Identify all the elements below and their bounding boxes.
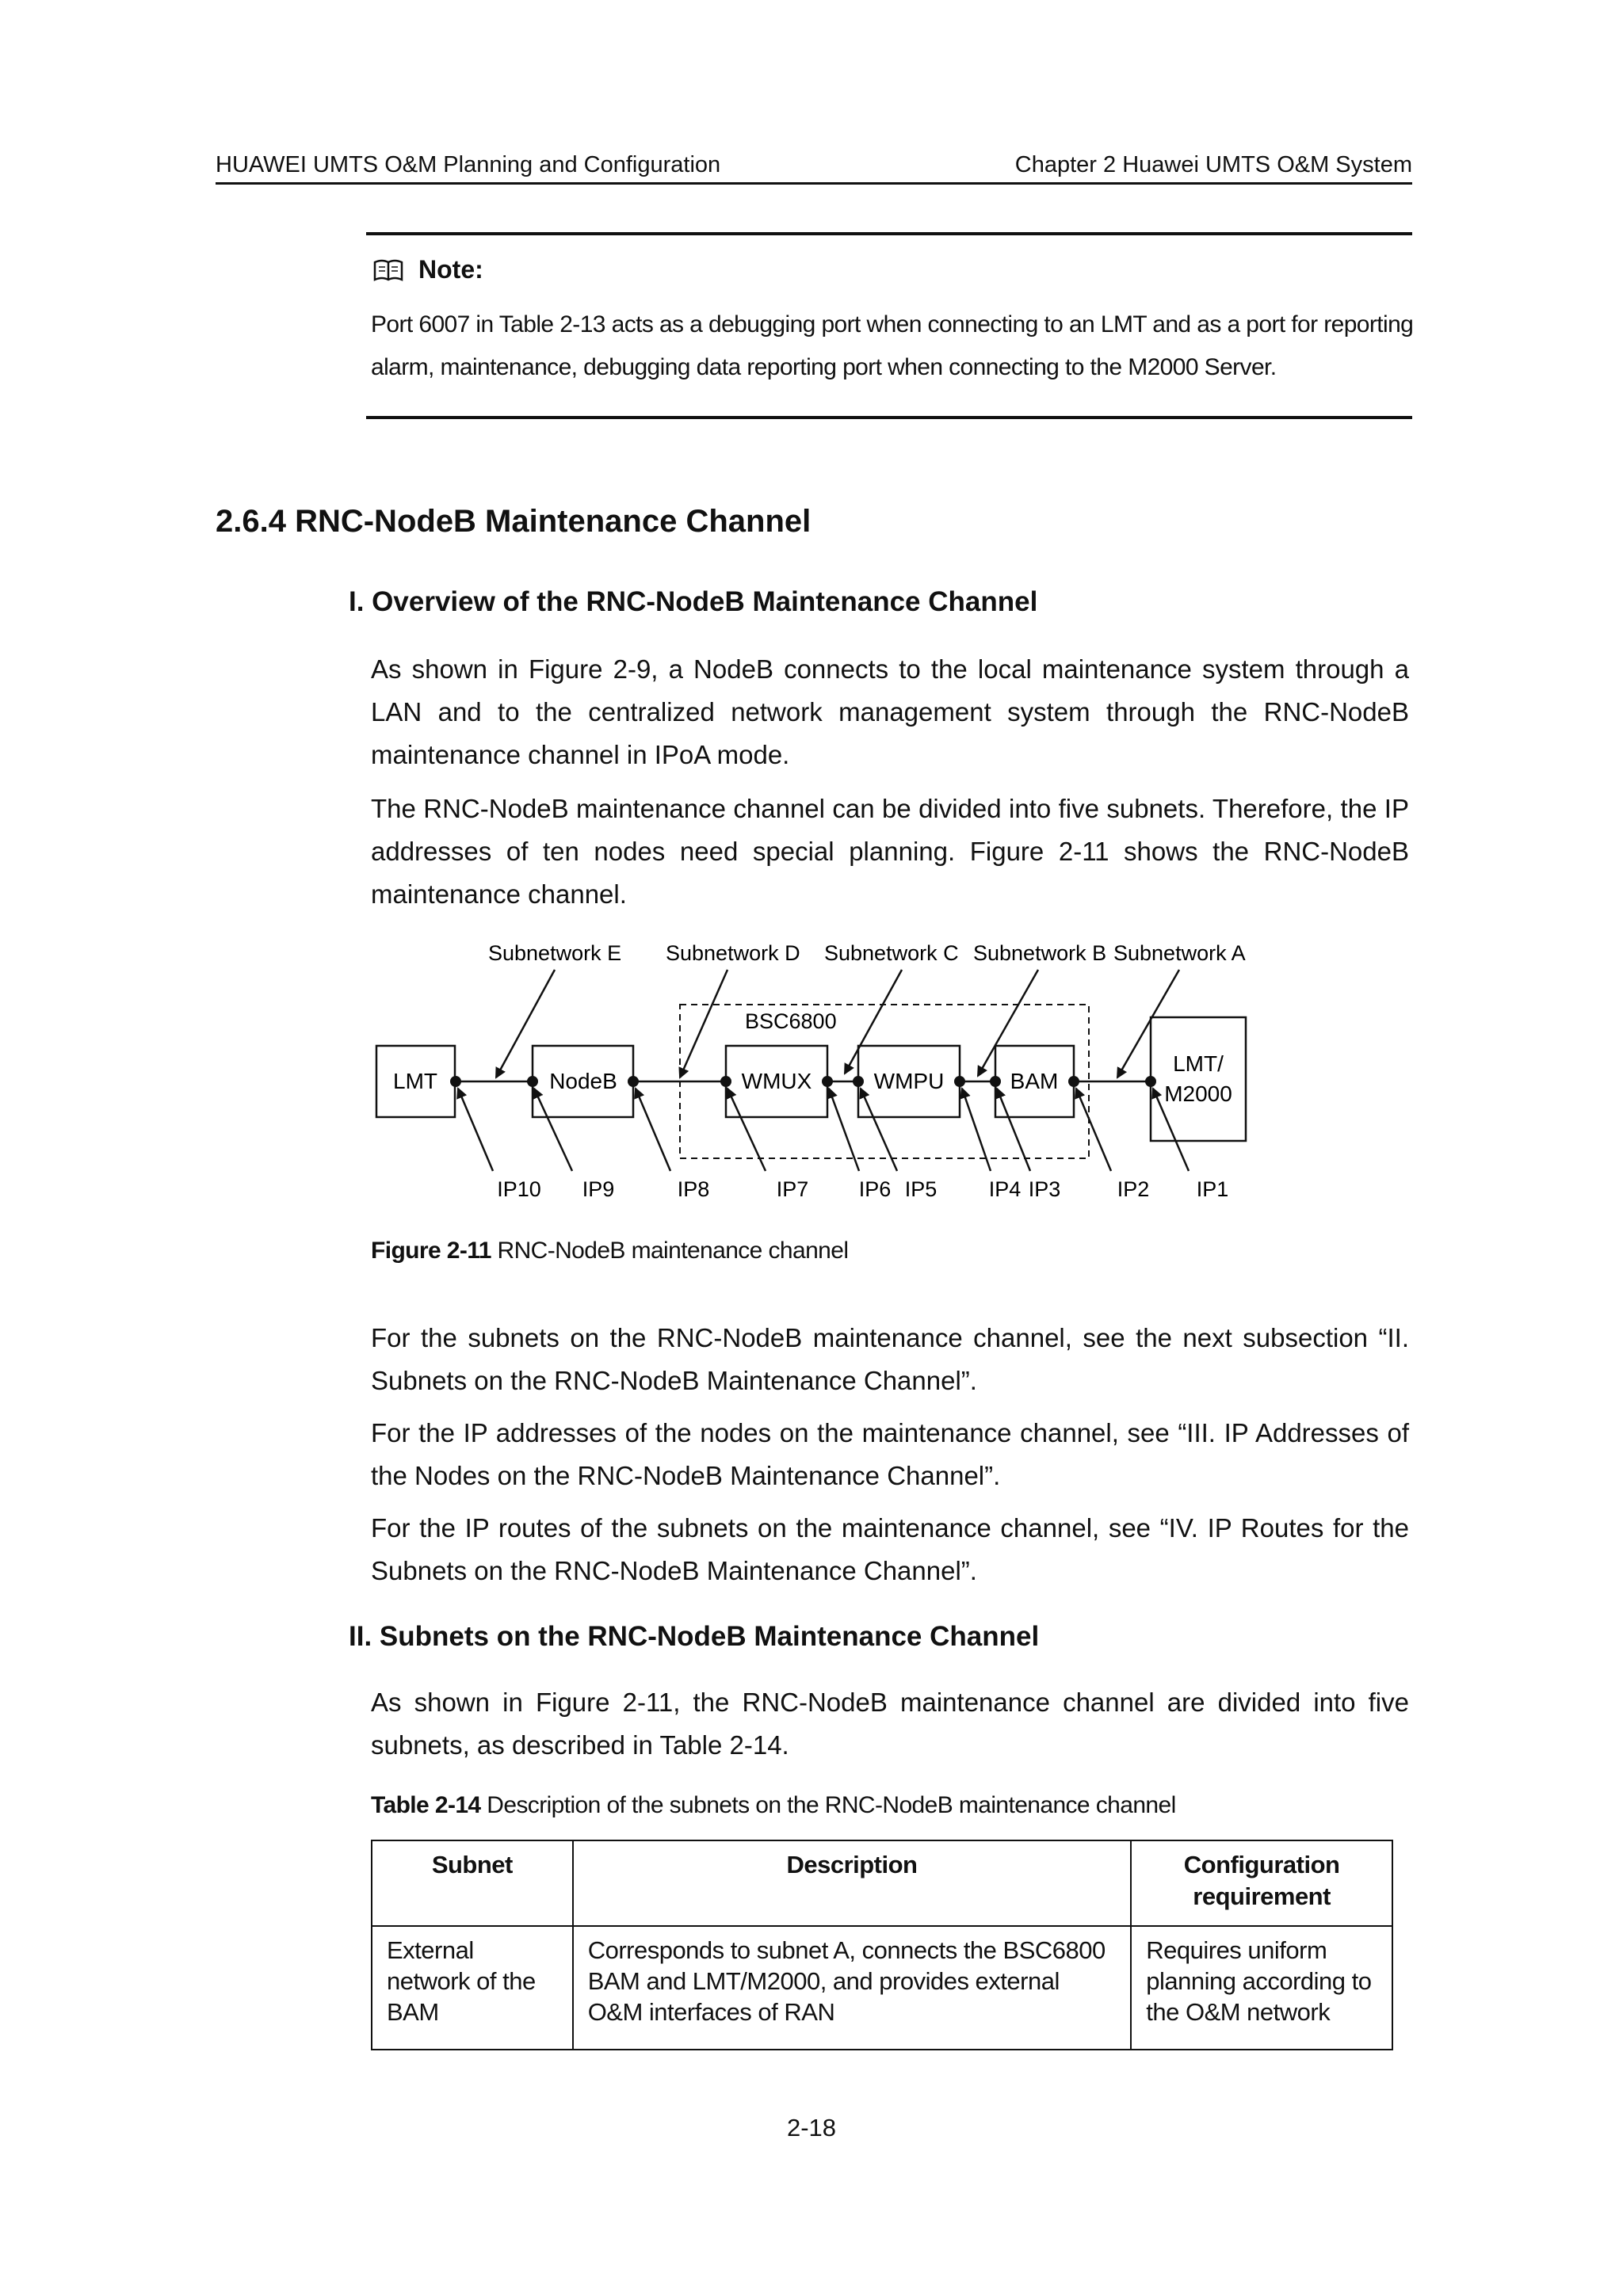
table-caption-number: Table 2-14 — [371, 1792, 481, 1818]
ip-point-ip1 — [1145, 1076, 1156, 1087]
ip-label-ip4: IP4 — [988, 1177, 1022, 1201]
table-cell-subnet: External network of the BAM — [372, 1926, 573, 2050]
ip-label-ip6: IP6 — [858, 1177, 892, 1201]
subsection-heading-overview: I. Overview of the RNC-NodeB Maintenance Channel — [349, 586, 1038, 617]
ip-point-ip7 — [720, 1076, 731, 1087]
note-title-text: Note: — [418, 255, 483, 284]
ip-point-ip5 — [853, 1076, 864, 1087]
running-header-left: HUAWEI UMTS O&M Planning and Configuration — [216, 152, 721, 177]
table-caption — [371, 1792, 1176, 1819]
node-label-lmt-m2000-line1: LMT/ — [1173, 1051, 1224, 1076]
subnet-label-c: Subnetwork C — [824, 941, 959, 965]
ip-label-ip3: IP3 — [1028, 1177, 1061, 1201]
ip-label-ip9: IP9 — [582, 1177, 615, 1201]
figure-caption-number: Figure 2-11 — [371, 1238, 491, 1264]
subnets-table — [371, 1840, 1393, 2050]
ip-point-ip4 — [954, 1076, 965, 1087]
node-label-bam: BAM — [1010, 1069, 1059, 1093]
figure-caption-text: RNC-NodeB maintenance channel — [491, 1238, 849, 1264]
ip-label-ip5: IP5 — [904, 1177, 938, 1201]
table-header-subnet: Subnet — [372, 1840, 573, 1926]
page-number: 2-18 — [786, 2114, 837, 2142]
overview-paragraph-1: As shown in Figure 2-9, a NodeB connects to the local maintenance system through a LAN and to the centralized network management system through the RNC-NodeB maintenance channel in IPoA mode. — [371, 654, 1409, 769]
after-figure-paragraph-1: For the subnets on the RNC-NodeB maintenance channel, see the next subsection “II. Subnets on the RNC-NodeB Maintenance Channel”. — [371, 1323, 1409, 1395]
table-header-row — [372, 1840, 1392, 1926]
ip-label-ip7: IP7 — [776, 1177, 809, 1201]
running-header-right: Chapter 2 Huawei UMTS O&M System — [1014, 152, 1412, 177]
ip-point-ip2 — [1068, 1076, 1079, 1087]
node-label-wmpu: WMPU — [873, 1069, 945, 1093]
node-label-wmux: WMUX — [741, 1069, 812, 1093]
subnet-label-e: Subnetwork E — [488, 941, 622, 965]
node-label-lmt-m2000-line2: M2000 — [1164, 1081, 1232, 1106]
ip-point-ip3 — [990, 1076, 1001, 1087]
subnet-label-a: Subnetwork A — [1113, 941, 1246, 965]
table-row — [372, 1926, 1392, 2050]
subnet-d-arrow — [680, 970, 727, 1077]
ip-label-ip10: IP10 — [497, 1177, 541, 1201]
ip6-arrow — [829, 1089, 859, 1171]
bsc6800-label: BSC6800 — [745, 1009, 837, 1033]
figure-caption — [371, 1238, 848, 1264]
ip-label-ip2: IP2 — [1117, 1177, 1150, 1201]
ip10-arrow — [458, 1089, 493, 1171]
node-box-lmt-m2000 — [1151, 1017, 1246, 1141]
subnet-label-b: Subnetwork B — [973, 941, 1107, 965]
section-heading: 2.6.4 RNC-NodeB Maintenance Channel — [216, 504, 812, 539]
ip-point-ip6 — [822, 1076, 833, 1087]
table-cell-configuration: Requires uniform planning according to the O&M network — [1131, 1926, 1392, 2050]
subnet-label-d: Subnetwork D — [666, 941, 800, 965]
ip-label-ip8: IP8 — [677, 1177, 710, 1201]
ip-label-ip1: IP1 — [1196, 1177, 1229, 1201]
ip-point-ip10 — [450, 1076, 461, 1087]
ip4-arrow — [962, 1089, 991, 1171]
ip-point-ip8 — [628, 1076, 639, 1087]
table-cell-description: Corresponds to subnet A, connects the BSC6800 BAM and LMT/M2000, and provides external O&M interfaces of RAN — [573, 1926, 1132, 2050]
note-text: Port 6007 in Table 2-13 acts as a debugging port when connecting to an LMT and as a port for reporting alarm, maintenance, debugging data reporting port when connecting to the M2000 Server. — [371, 311, 1414, 380]
table-header-configuration: Configuration requirement — [1131, 1840, 1392, 1926]
ip-point-ip9 — [527, 1076, 538, 1087]
node-label-nodeb: NodeB — [549, 1069, 617, 1093]
ip8-arrow — [636, 1089, 670, 1171]
after-figure-paragraph-2: For the IP addresses of the nodes on the maintenance channel, see “III. IP Addresses of the Nodes on the RNC-NodeB Maintenance Channel”. — [371, 1418, 1409, 1490]
subsection-heading-subnets: II. Subnets on the RNC-NodeB Maintenance Channel — [349, 1621, 1040, 1652]
node-label-lmt: LMT — [393, 1069, 437, 1093]
subnets-paragraph: As shown in Figure 2-11, the RNC-NodeB maintenance channel are divided into five subnets, as described in Table 2-14. — [371, 1688, 1409, 1760]
after-figure-paragraph-3: For the IP routes of the subnets on the maintenance channel, see “IV. IP Routes for the Subnets on the RNC-NodeB Maintenance Channel”. — [371, 1513, 1409, 1585]
table-caption-text: Description of the subnets on the RNC-NodeB maintenance channel — [480, 1792, 1176, 1818]
table-header-description: Description — [573, 1840, 1132, 1926]
overview-paragraph-2: The RNC-NodeB maintenance channel can be divided into five subnets. Therefore, the IP addresses of ten nodes need special planning. Figure 2-11 shows the RNC-NodeB maintenance channel. — [371, 794, 1409, 909]
